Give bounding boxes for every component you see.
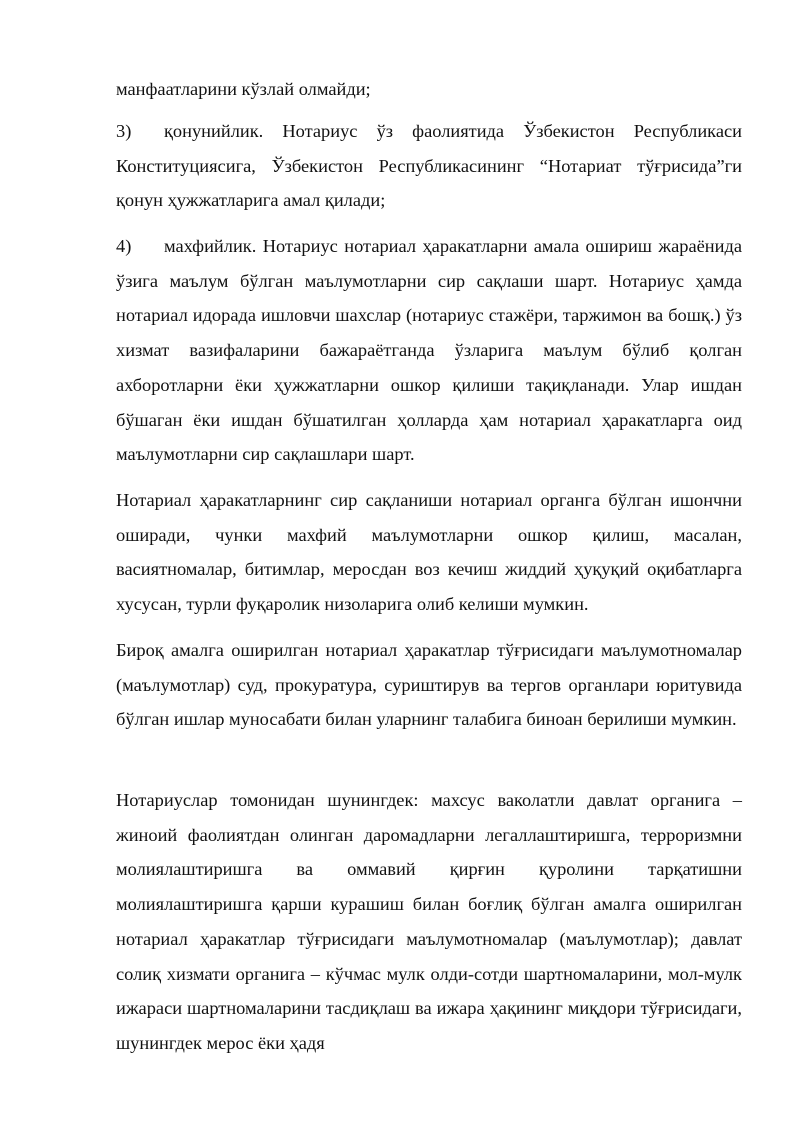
paragraph-exception: Бироқ амалга оширилган нотариал ҳаракатлар тўғрисидаги маълумотномалар (маълумотлар) суд, прокуратура, суриштирув ва тергов органлари юритувида бўлган ишлар муносабати билан уларнинг талабига биноан берилиши мумкин. — [116, 640, 742, 730]
list-item-3 — [116, 114, 742, 218]
list-item-4 — [116, 229, 742, 472]
list-number: 3) — [116, 121, 132, 141]
list-item-text: махфийлик. Нотариус нотариал ҳаракатларни амала ошириш жараёнида ўзига маълум бўлган маълумотларни сир сақлаши шарт. Нотариус ҳамда нотариал идорада ишловчи шахслар (нотариус стажёри, таржимон ва бошқ.) ўз хизмат вазифаларини бажараётганда ўзларига маълум бўлиб қолган ахборотларни ёки ҳужжатларни ошкор қилиши тақиқланади. Улар ишдан бўшаган ёки ишдан бўшатилган ҳолларда ҳам нотариал ҳаракатларга оид маълумотларни сир сақлашлари шарт. — [116, 236, 742, 465]
paragraph-reporting: Нотариуслар томонидан шунингдек: махсус ваколатли давлат органига – жиноий фаолиятдан олинган даромадларни легаллаштиришга, терроризмни молиялаштиришга ва оммавий қирғин қуролини тарқатишни молиялаштиришга қарши курашиш билан боғлиқ бўлган амалга оширилган нотариал ҳаракатлар тўғрисидаги маълумотномалар (маълумотлар); давлат солиқ хизмати органига – кўчмас мулк олди-сотди шартномаларини, мол-мулк ижараси шартномаларини тасдиқлаш ва ижара ҳақининг миқдори тўғрисидаги, шунингдек мерос ёки ҳадя — [116, 790, 742, 1053]
paragraph-confidentiality: Нотариал ҳаракатларнинг сир сақланиши нотариал органга бўлган ишончни оширади, чунки махфий маълумотларни ошкор қилиш, масалан, васиятномалар, битимлар, меросдан воз кечиш жиддий ҳуқуқий оқибатларга хусусан, турли фуқаролик низоларига олиб келиши мумкин. — [116, 490, 742, 615]
list-number: 4) — [116, 236, 132, 256]
list-item-text: қонунийлик. Нотариус ўз фаолиятида Ўзбекистон Республикаси Конституциясига, Ўзбекистон Республикасининг “Нотариат тўғрисида”ги қонун ҳужжатларига амал қилади; — [116, 121, 742, 211]
paragraph-continuation: манфаатларини кўзлай олмайди; — [116, 79, 371, 99]
